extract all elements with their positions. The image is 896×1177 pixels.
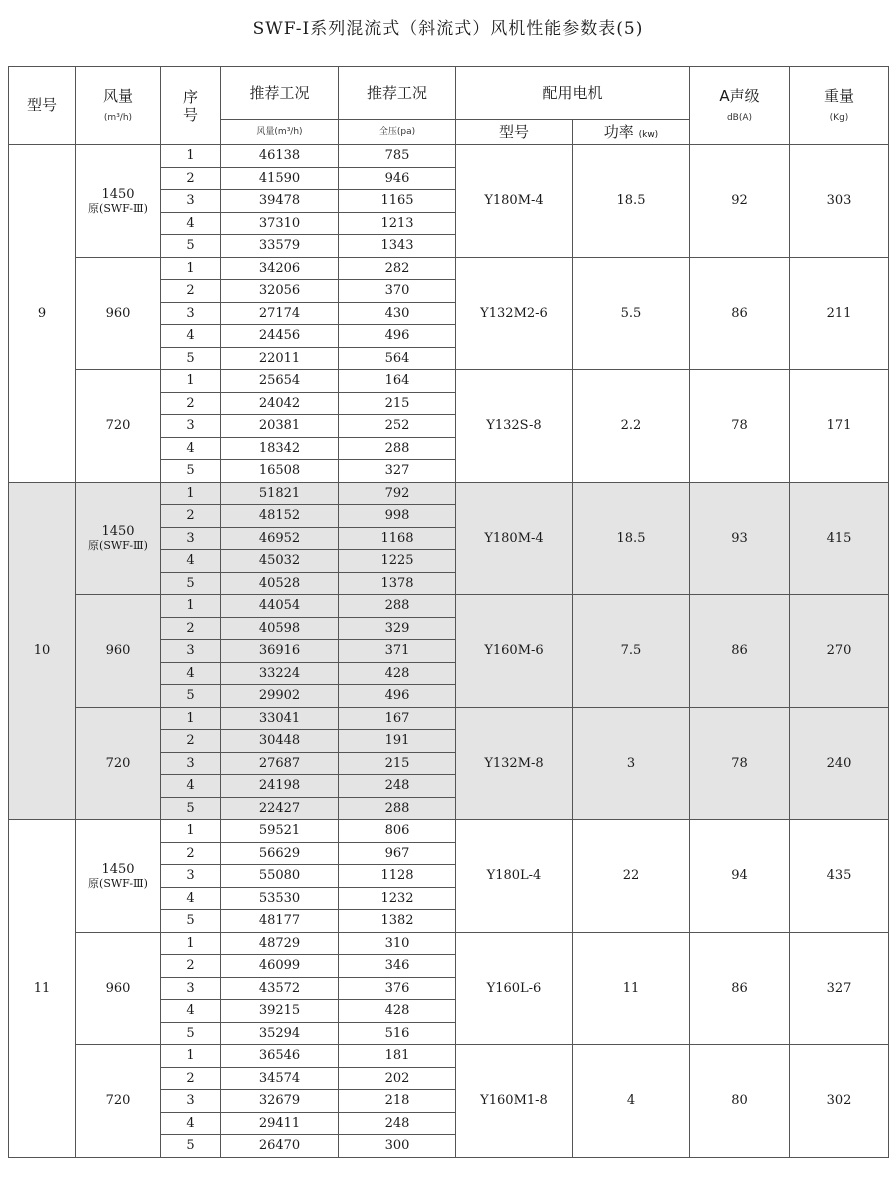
weight-cell: 171 [790,370,889,483]
speed-value: 720 [105,1093,131,1109]
airflow-cell: 53530 [221,887,339,910]
motor-model-cell: Y132M-8 [456,707,573,820]
airflow-cell: 40528 [221,572,339,595]
airflow-cell: 43572 [221,977,339,1000]
pressure-cell: 430 [339,302,456,325]
seq-cell: 4 [161,212,221,235]
noise-cell: 86 [690,932,790,1045]
airflow-cell: 33224 [221,662,339,685]
seq-cell: 1 [161,257,221,280]
pressure-cell: 806 [339,820,456,843]
motor-model-cell: Y160L-6 [456,932,573,1045]
header-rec-airflow-unit: 风量(m³/h) [221,120,339,145]
seq-cell: 3 [161,190,221,213]
speed-cell [76,370,161,483]
pressure-cell: 792 [339,482,456,505]
noise-cell: 94 [690,820,790,933]
seq-cell: 4 [161,437,221,460]
airflow-cell: 35294 [221,1022,339,1045]
motor-model-cell: Y132M2-6 [456,257,573,370]
pressure-cell: 1232 [339,887,456,910]
airflow-cell: 22011 [221,347,339,370]
model-cell: 10 [9,482,76,820]
airflow-cell: 33579 [221,235,339,258]
pressure-cell: 1382 [339,910,456,933]
header-rec-airflow [221,67,339,120]
speed-cell [76,707,161,820]
motor-power-cell: 22 [573,820,690,933]
header-airflow [76,67,161,145]
weight-cell: 327 [790,932,889,1045]
pressure-cell: 329 [339,617,456,640]
header-weight-unit: (Kg) [829,112,849,123]
seq-cell: 1 [161,145,221,168]
speed-value: 1450 [101,186,135,202]
pressure-cell: 998 [339,505,456,528]
pressure-cell: 496 [339,685,456,708]
pressure-cell: 370 [339,280,456,303]
seq-cell: 5 [161,460,221,483]
table-row [9,1045,889,1068]
pressure-cell: 218 [339,1090,456,1113]
pressure-cell: 1213 [339,212,456,235]
noise-cell: 78 [690,707,790,820]
header-noise-unit: dB(A) [726,112,753,123]
pressure-cell: 1225 [339,550,456,573]
speed-cell [76,820,161,933]
header-motor [456,67,690,120]
table-row [9,482,889,505]
airflow-cell: 33041 [221,707,339,730]
motor-power-cell: 18.5 [573,145,690,258]
seq-cell: 5 [161,235,221,258]
noise-cell: 86 [690,595,790,708]
header-motor-label: 配用电机 [542,83,603,102]
table-row [9,370,889,393]
seq-cell: 5 [161,1135,221,1158]
seq-cell: 2 [161,167,221,190]
pressure-cell: 1343 [339,235,456,258]
pressure-cell: 564 [339,347,456,370]
pressure-cell: 967 [339,842,456,865]
seq-cell: 2 [161,392,221,415]
pressure-cell: 376 [339,977,456,1000]
table-row [9,145,889,168]
seq-cell: 4 [161,1000,221,1023]
motor-model-cell: Y180M-4 [456,145,573,258]
pressure-cell: 371 [339,640,456,663]
seq-cell: 1 [161,1045,221,1068]
motor-power-cell: 7.5 [573,595,690,708]
speed-cell [76,932,161,1045]
header-rec-pressure-label: 推荐工况 [366,83,427,102]
pressure-cell: 516 [339,1022,456,1045]
seq-cell: 2 [161,617,221,640]
performance-table [8,66,889,1158]
header-motor-power-unit: (kw) [638,129,659,140]
pressure-cell: 167 [339,707,456,730]
pressure-cell: 252 [339,415,456,438]
pressure-cell: 288 [339,437,456,460]
pressure-cell: 1378 [339,572,456,595]
pressure-cell: 202 [339,1067,456,1090]
header-noise [690,67,790,145]
airflow-cell: 46952 [221,527,339,550]
airflow-cell: 51821 [221,482,339,505]
motor-power-cell: 4 [573,1045,690,1158]
seq-cell: 5 [161,347,221,370]
airflow-cell: 36546 [221,1045,339,1068]
header-weight-label: 重量 [823,86,854,105]
airflow-cell: 29411 [221,1112,339,1135]
seq-cell: 1 [161,370,221,393]
header-seq [161,67,221,145]
airflow-cell: 59521 [221,820,339,843]
motor-model-cell: Y160M-6 [456,595,573,708]
table-header [9,67,889,145]
seq-cell: 4 [161,1112,221,1135]
seq-cell: 3 [161,1090,221,1113]
airflow-cell: 16508 [221,460,339,483]
airflow-cell: 29902 [221,685,339,708]
speed-cell [76,257,161,370]
seq-cell: 5 [161,1022,221,1045]
noise-cell: 92 [690,145,790,258]
motor-model-cell: Y180L-4 [456,820,573,933]
airflow-cell: 20381 [221,415,339,438]
airflow-cell: 25654 [221,370,339,393]
airflow-cell: 22427 [221,797,339,820]
header-seq-label: 序号 [182,87,198,124]
motor-power-cell: 2.2 [573,370,690,483]
speed-origin-note: 原(SWF-Ⅲ) [88,539,148,553]
pressure-cell: 215 [339,392,456,415]
pressure-cell: 215 [339,752,456,775]
speed-origin-note: 原(SWF-Ⅲ) [88,876,148,890]
airflow-cell: 37310 [221,212,339,235]
header-model-label: 型号 [26,96,57,114]
header-weight [790,67,889,145]
airflow-cell: 26470 [221,1135,339,1158]
noise-cell: 80 [690,1045,790,1158]
seq-cell: 2 [161,842,221,865]
header-motor-power-label: 功率 [603,122,634,141]
weight-cell: 240 [790,707,889,820]
pressure-cell: 785 [339,145,456,168]
header-motor-power [573,120,690,145]
seq-cell: 4 [161,550,221,573]
seq-cell: 1 [161,707,221,730]
speed-cell [76,595,161,708]
noise-cell: 86 [690,257,790,370]
airflow-cell: 46138 [221,145,339,168]
pressure-cell: 248 [339,1112,456,1135]
header-airflow-unit: (m³/h) [103,112,133,123]
weight-cell: 435 [790,820,889,933]
noise-cell: 93 [690,482,790,595]
seq-cell: 3 [161,640,221,663]
pressure-cell: 288 [339,595,456,618]
seq-cell: 4 [161,887,221,910]
seq-cell: 5 [161,910,221,933]
seq-cell: 1 [161,595,221,618]
weight-cell: 303 [790,145,889,258]
seq-cell: 1 [161,482,221,505]
weight-cell: 211 [790,257,889,370]
pressure-cell: 346 [339,955,456,978]
airflow-cell: 32679 [221,1090,339,1113]
seq-cell: 3 [161,527,221,550]
speed-value: 720 [105,755,131,771]
table-row [9,257,889,280]
airflow-cell: 24456 [221,325,339,348]
pressure-cell: 181 [339,1045,456,1068]
speed-value: 960 [105,980,131,996]
header-rec-pressure [339,67,456,120]
seq-cell: 2 [161,730,221,753]
airflow-cell: 41590 [221,167,339,190]
model-group-10 [9,482,889,820]
pressure-cell: 428 [339,1000,456,1023]
motor-power-cell: 3 [573,707,690,820]
pressure-cell: 248 [339,775,456,798]
pressure-cell: 191 [339,730,456,753]
seq-cell: 1 [161,932,221,955]
seq-cell: 5 [161,685,221,708]
speed-origin-note: 原(SWF-Ⅲ) [88,201,148,215]
table-row [9,707,889,730]
airflow-cell: 39215 [221,1000,339,1023]
model-cell: 11 [9,820,76,1158]
pressure-cell: 164 [339,370,456,393]
pressure-cell: 428 [339,662,456,685]
airflow-cell: 27687 [221,752,339,775]
model-group-11 [9,820,889,1158]
airflow-cell: 55080 [221,865,339,888]
seq-cell: 3 [161,977,221,1000]
page-title: SWF-Ⅰ系列混流式（斜流式）风机性能参数表(5) [252,19,644,39]
table-row [9,595,889,618]
header-noise-label: A声级 [719,86,760,105]
airflow-cell: 45032 [221,550,339,573]
seq-cell: 2 [161,1067,221,1090]
speed-value: 960 [105,643,131,659]
seq-cell: 4 [161,325,221,348]
airflow-cell: 40598 [221,617,339,640]
seq-cell: 4 [161,662,221,685]
motor-power-cell: 18.5 [573,482,690,595]
seq-cell: 3 [161,302,221,325]
airflow-cell: 39478 [221,190,339,213]
airflow-cell: 24198 [221,775,339,798]
model-cell: 9 [9,145,76,483]
airflow-cell: 18342 [221,437,339,460]
table-row [9,820,889,843]
airflow-cell: 32056 [221,280,339,303]
noise-cell: 78 [690,370,790,483]
speed-value: 720 [105,418,131,434]
seq-cell: 2 [161,955,221,978]
speed-value: 960 [105,305,131,321]
weight-cell: 270 [790,595,889,708]
header-model [9,67,76,145]
motor-model-cell: Y160M1-8 [456,1045,573,1158]
motor-model-cell: Y180M-4 [456,482,573,595]
pressure-cell: 1165 [339,190,456,213]
speed-value: 1450 [101,524,135,540]
airflow-cell: 34574 [221,1067,339,1090]
pressure-cell: 946 [339,167,456,190]
airflow-cell: 30448 [221,730,339,753]
seq-cell: 5 [161,797,221,820]
header-airflow-label: 风量 [102,86,133,105]
airflow-cell: 48152 [221,505,339,528]
airflow-cell: 34206 [221,257,339,280]
seq-cell: 5 [161,572,221,595]
weight-cell: 302 [790,1045,889,1158]
seq-cell: 2 [161,505,221,528]
speed-cell [76,1045,161,1158]
speed-value: 1450 [101,861,135,877]
motor-power-cell: 5.5 [573,257,690,370]
airflow-cell: 24042 [221,392,339,415]
pressure-cell: 327 [339,460,456,483]
seq-cell: 1 [161,820,221,843]
weight-cell: 415 [790,482,889,595]
airflow-cell: 48729 [221,932,339,955]
header-motor-model: 型号 [456,120,573,145]
pressure-cell: 496 [339,325,456,348]
seq-cell: 3 [161,752,221,775]
speed-cell [76,482,161,595]
pressure-cell: 310 [339,932,456,955]
seq-cell: 4 [161,775,221,798]
header-rec-pressure-unit: 全压(pa) [339,120,456,145]
seq-cell: 3 [161,415,221,438]
seq-cell: 2 [161,280,221,303]
table-row [9,932,889,955]
pressure-cell: 288 [339,797,456,820]
airflow-cell: 36916 [221,640,339,663]
pressure-cell: 1128 [339,865,456,888]
pressure-cell: 300 [339,1135,456,1158]
airflow-cell: 44054 [221,595,339,618]
airflow-cell: 48177 [221,910,339,933]
speed-cell [76,145,161,258]
pressure-cell: 282 [339,257,456,280]
seq-cell: 3 [161,865,221,888]
airflow-cell: 27174 [221,302,339,325]
header-rec-airflow-label: 推荐工况 [249,83,310,102]
motor-model-cell: Y132S-8 [456,370,573,483]
airflow-cell: 56629 [221,842,339,865]
motor-power-cell: 11 [573,932,690,1045]
model-group-9 [9,145,889,483]
pressure-cell: 1168 [339,527,456,550]
airflow-cell: 46099 [221,955,339,978]
